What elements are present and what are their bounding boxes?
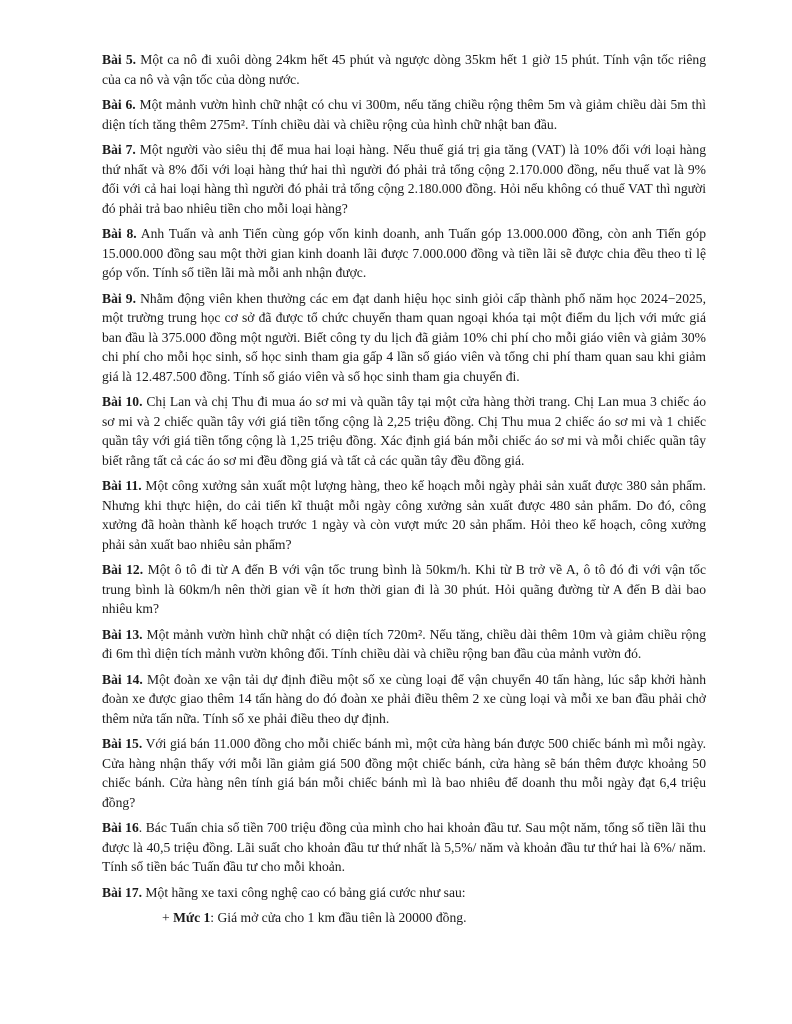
problem-label: Bài 9. bbox=[102, 290, 136, 306]
rate-level-1 bbox=[162, 908, 706, 928]
problem-7 bbox=[102, 140, 706, 218]
problem-label: Bài 16 bbox=[102, 820, 139, 835]
document-page bbox=[102, 50, 706, 928]
problem-text: Một ô tô đi từ A đến B với vận tốc trung bình là 50km/h. Khi từ B trở về A, ô tô đó đi với vận tốc trung bình là 60km/h nên thời gian về ít hơn thời gian đi là 30 phút. Hỏi quãng đường từ A đến B dài bao nhiêu km? bbox=[102, 562, 706, 616]
problem-10 bbox=[102, 392, 706, 470]
problem-text: Anh Tuấn và anh Tiến cùng góp vốn kinh doanh, anh Tuấn góp 13.000.000 đồng, còn anh Tiến góp 15.000.000 đồng sau một thời gian kinh doanh lãi được 7.000.000 đồng và tiền lãi sẽ được chia đều theo tỉ lệ góp vốn. Tính số tiền lãi mà mỗi anh nhận được. bbox=[102, 226, 707, 280]
problem-12 bbox=[102, 560, 706, 619]
problem-label: Bài 13. bbox=[102, 626, 143, 642]
problem-17 bbox=[102, 883, 706, 903]
problem-8 bbox=[102, 224, 706, 283]
problem-label: Bài 11. bbox=[102, 478, 142, 493]
problem-text: Một người vào siêu thị để mua hai loại hàng. Nếu thuế giá trị gia tăng (VAT) là 10% đối với loại hàng thứ nhất và 8% đối với loại hàng thứ hai thì người đó phải trả tổng cộng 2.170.000 đồng, nếu thuế vat là 9% đối với cả hai loại hàng thì người đó phải trả tổng cộng 2.180.000 đồng. Hỏi nếu không có thuế VAT thì người đó phải trả bao nhiêu tiền cho mỗi loại hàng? bbox=[102, 142, 707, 216]
rate-level-label: Mức 1 bbox=[173, 910, 211, 925]
problem-text: Một hãng xe taxi công nghệ cao có bảng giá cước như sau: bbox=[142, 884, 466, 900]
problem-text: Một đoàn xe vận tải dự định điều một số xe cùng loại để vận chuyển 40 tấn hàng, lúc sắp khởi hành đoàn xe được giao thêm 14 tấn hàng do đó đoàn xe phải điều thêm 2 xe cùng loại và mỗi xe ban đầu phải chở thêm nửa tấn nữa. Tính số xe phải điều theo dự định. bbox=[102, 671, 706, 726]
problem-text: . Bác Tuấn chia số tiền 700 triệu đồng của mình cho hai khoản đầu tư. Sau một năm, tổng số tiền lãi thu được là 40,5 triệu đồng. Lãi suất cho khoản đầu tư thứ nhất là 5,5%/ năm và khoản đầu tư thứ hai là 6%/ năm. Tính số tiền bác Tuấn đầu tư cho mỗi khoản. bbox=[102, 820, 706, 874]
problem-label: Bài 15. bbox=[102, 736, 143, 751]
problem-text: Một công xưởng sản xuất một lượng hàng, theo kế hoạch mỗi ngày phải sản xuất được 380 sản phẩm. Nhưng khi thực hiện, do cải tiến kĩ thuật mỗi ngày công xưởng sản xuất được 480 sản phẩm. Do đó, công xưởng đã hoàn thành kế hoạch trước 1 ngày và còn vượt mức 20 sản phẩm. Hỏi theo kế hoạch, công xưởng phải sản xuất bao nhiêu sản phẩm? bbox=[102, 478, 706, 552]
problem-text: Một ca nô đi xuôi dòng 24km hết 45 phút và ngược dòng 35km hết 1 giờ 15 phút. Tính vận tốc riêng của ca nô và vận tốc của dòng nước. bbox=[102, 52, 707, 87]
rate-prefix: + bbox=[162, 910, 174, 925]
problem-label: Bài 8. bbox=[102, 226, 137, 241]
problem-5 bbox=[102, 50, 706, 89]
problem-14 bbox=[102, 670, 706, 729]
problem-6 bbox=[102, 95, 706, 134]
problem-text: Một mảnh vườn hình chữ nhật có diện tích 720m². Nếu tăng, chiều dài thêm 10m và giảm chiều rộng đi 6m thì diện tích mảnh vườn không đổi. Tính chiều dài và chiều rộng ban đầu của mảnh vườn đó. bbox=[102, 626, 706, 661]
rate-level-text: : Giá mở cửa cho 1 km đầu tiên là 20000 đồng. bbox=[210, 910, 467, 925]
problem-16 bbox=[102, 818, 706, 877]
problem-text: Một mảnh vườn hình chữ nhật có chu vi 300m, nếu tăng chiều rộng thêm 5m và giảm chiều dài 5m thì diện tích tăng thêm 275m². Tính chiều dài và chiều rộng của hình chữ nhật ban đầu. bbox=[102, 97, 707, 132]
problem-label: Bài 14. bbox=[102, 671, 143, 687]
problem-text: Với giá bán 11.000 đồng cho mỗi chiếc bánh mì, một cửa hàng bán được 500 chiếc bánh mì mỗi ngày. Cửa hàng nhận thấy với mỗi lần giảm giá 500 đồng một chiếc bánh, cửa hàng sẽ bán thêm được khoảng 50 chiếc bánh. Cửa hàng nên tính giá bán mỗi chiếc bánh mì là bao nhiêu để doanh thu mỗi ngày đạt 6,4 triệu đồng? bbox=[102, 736, 707, 810]
problem-label: Bài 7. bbox=[102, 142, 136, 157]
problem-9 bbox=[102, 289, 706, 387]
problem-label: Bài 10. bbox=[102, 394, 143, 409]
problem-text: Chị Lan và chị Thu đi mua áo sơ mi và quần tây tại một cửa hàng thời trang. Chị Lan mua 3 chiếc áo sơ mi và 2 chiếc quần tây với giá tiền tổng cộng là 2,25 triệu đồng. Chị Thu mua 2 chiếc áo sơ mi và 1 chiếc quần tây với giá tiền tổng cộng là 1,25 triệu đồng. Xác định giá bán mỗi chiếc áo sơ mi và mỗi chiếc quần tây biết rằng tất cả các áo sơ mi đều đồng giá và tất cả các quần tây đều đồng giá. bbox=[102, 394, 706, 468]
problem-13 bbox=[102, 625, 706, 664]
problem-label: Bài 5. bbox=[102, 52, 137, 67]
problem-label: Bài 17. bbox=[102, 884, 143, 900]
problem-11 bbox=[102, 476, 706, 554]
problem-label: Bài 6. bbox=[102, 97, 136, 112]
problem-label: Bài 12. bbox=[102, 562, 144, 577]
problem-15 bbox=[102, 734, 706, 812]
problem-text: Nhằm động viên khen thưởng các em đạt danh hiệu học sinh giỏi cấp thành phố năm học 2024−2025, một trường trung học cơ sở đã được tổ chức chuyến tham quan ngoại khóa tại một điểm du lịch với mức giá ban đầu là 375.000 đồng một người. Biết công ty du lịch đã giảm 10% chi phí cho mỗi giáo viên và giảm 30% chi phí cho mỗi học sinh, số học sinh tham gia gấp 4 lần số giáo viên và tổng chi phí tham quan sau khi giảm giá là 12.487.500 đồng. Tính số giáo viên và số học sinh tham gia chuyến đi. bbox=[102, 290, 707, 384]
